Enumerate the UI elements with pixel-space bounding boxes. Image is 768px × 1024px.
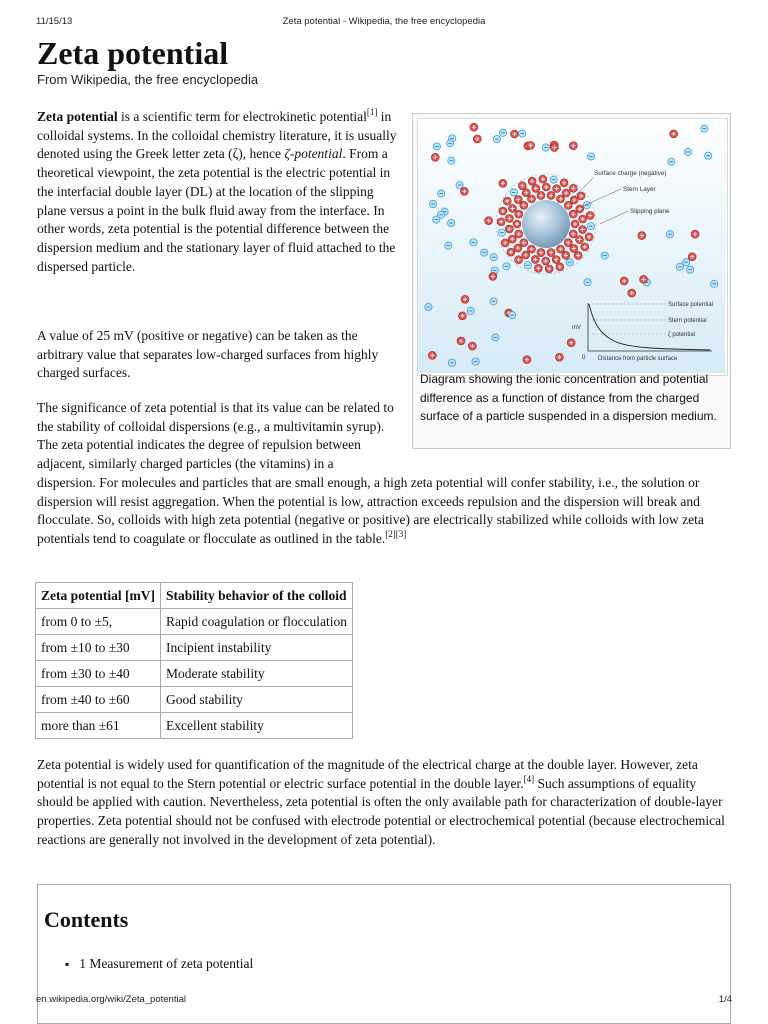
positive-ion xyxy=(470,123,478,131)
print-page-title: Zeta potential - Wikipedia, the free encyclopedia xyxy=(282,16,486,27)
negative-ion xyxy=(510,189,517,196)
positive-ion xyxy=(550,144,558,152)
positive-ion xyxy=(513,220,521,228)
table-cell: from ±30 to ±40 xyxy=(36,661,161,687)
particle xyxy=(522,200,570,248)
positive-ion xyxy=(531,255,539,263)
positive-ion xyxy=(461,295,469,303)
ref-3-link[interactable]: [3] xyxy=(395,528,407,539)
positive-ion xyxy=(570,244,578,252)
table-header-cell: Stability behavior of the colloid xyxy=(160,583,352,609)
positive-ion xyxy=(522,189,530,197)
toc-title: Contents xyxy=(44,907,129,932)
positive-ion xyxy=(569,184,577,192)
positive-ion xyxy=(499,207,507,215)
positive-ion xyxy=(505,225,513,233)
label-stern-potential: Stern potential xyxy=(668,318,707,324)
positive-ion xyxy=(457,337,465,345)
negative-ion xyxy=(472,358,479,365)
negative-ion xyxy=(666,231,673,238)
positive-ion xyxy=(688,253,696,261)
positive-ion xyxy=(628,289,636,297)
negative-ion xyxy=(519,130,526,137)
ref-4-link[interactable]: [4] xyxy=(523,773,535,784)
positive-ion xyxy=(514,196,522,204)
site-tagline: From Wikipedia, the free encyclopedia xyxy=(37,72,259,87)
positive-ion xyxy=(547,191,555,199)
positive-ion xyxy=(523,356,531,364)
positive-ion xyxy=(537,249,545,257)
table-row xyxy=(36,687,353,713)
negative-ion xyxy=(509,312,516,319)
negative-ion xyxy=(438,190,445,197)
positive-ion xyxy=(460,187,468,195)
negative-ion xyxy=(448,157,455,164)
negative-ion xyxy=(490,254,497,261)
label-stern-layer: Stern Layer xyxy=(623,186,656,193)
positive-ion xyxy=(576,205,584,213)
origin-label: 0 xyxy=(582,355,586,361)
positive-ion xyxy=(522,251,530,259)
positive-ion xyxy=(562,251,570,259)
positive-ion xyxy=(527,141,535,149)
negative-ion xyxy=(499,129,506,136)
positive-ion xyxy=(501,239,509,247)
table-row xyxy=(36,661,353,687)
negative-ion xyxy=(601,252,608,259)
positive-ion xyxy=(581,243,589,251)
negative-ion xyxy=(587,223,594,230)
term-bold: Zeta potential xyxy=(37,109,118,124)
table-cell: from ±10 to ±30 xyxy=(36,635,161,661)
positive-ion xyxy=(515,210,523,218)
positive-ion xyxy=(569,210,577,218)
negative-ion xyxy=(676,263,683,270)
positive-ion xyxy=(431,153,439,161)
positive-ion xyxy=(515,230,523,238)
negative-ion xyxy=(493,136,500,143)
positive-ion xyxy=(574,251,582,259)
positive-ion xyxy=(555,353,563,361)
negative-ion xyxy=(583,202,590,209)
positive-ion xyxy=(576,236,584,244)
negative-ion xyxy=(684,148,691,155)
negative-ion xyxy=(668,158,675,165)
toc-item[interactable]: ▪ 1 Measurement of zeta potential xyxy=(65,956,253,972)
positive-ion xyxy=(542,183,550,191)
negative-ion xyxy=(470,239,477,246)
x-axis-label: Distance from particle surface xyxy=(598,356,678,362)
positive-ion xyxy=(514,244,522,252)
negative-ion xyxy=(429,200,436,207)
positive-ion xyxy=(553,185,561,193)
positive-ion xyxy=(539,175,547,183)
negative-ion xyxy=(566,259,573,266)
positive-ion xyxy=(638,232,646,240)
positive-ion xyxy=(499,179,507,187)
positive-ion xyxy=(569,230,577,238)
positive-ion xyxy=(505,214,513,222)
negative-ion xyxy=(433,143,440,150)
negative-ion xyxy=(701,125,708,132)
positive-ion xyxy=(510,130,518,138)
positive-ion xyxy=(458,312,466,320)
negative-ion xyxy=(587,153,594,160)
negative-ion xyxy=(711,280,718,287)
positive-ion xyxy=(503,197,511,205)
positive-ion xyxy=(473,135,481,143)
print-page-number: 1/4 xyxy=(718,994,732,1005)
negative-ion xyxy=(467,307,474,314)
positive-ion xyxy=(569,142,577,150)
positive-ion xyxy=(691,230,699,238)
negative-ion xyxy=(448,219,455,226)
print-header xyxy=(36,16,732,30)
negative-ion xyxy=(425,303,432,310)
positive-ion xyxy=(537,191,545,199)
table-cell: Excellent stability xyxy=(160,713,352,739)
positive-ion xyxy=(528,177,536,185)
positive-ion xyxy=(620,277,628,285)
positive-ion xyxy=(585,233,593,241)
table-cell: from 0 to ±5, xyxy=(36,609,161,635)
table-cell: Moderate stability xyxy=(160,661,352,687)
table-cell: Incipient instability xyxy=(160,635,352,661)
label-slipping-plane: Slipping plane xyxy=(630,208,670,215)
negative-ion xyxy=(498,229,505,236)
positive-ion xyxy=(586,211,594,219)
positive-ion xyxy=(532,184,540,192)
intro-paragraph-3: The significance of zeta potential is that its value can be related to the stability of colloidal dispersions (e.g., a multivitamin syrup). The zeta potential indicates the degree of repulsion between adjacent, similarly charged particles (the vitamins) in a dispersion. For molecules and particles that are small enough, a high zeta potential will confer stability, i.e., the solution or dispersion will resist aggregation. When the potential is low, attraction exceeds repulsion and the dispersion will break and flocculate. So, colloids with high zeta potential (negative or positive) are electrically stabilized while colloids with low zeta potentials tend to coagulate or flocculate as outlined in the table.[2][3] xyxy=(37,400,704,546)
positive-ion xyxy=(508,204,516,212)
positive-ion xyxy=(542,257,550,265)
table-row xyxy=(36,635,353,661)
positive-ion xyxy=(515,256,523,264)
page-title: Zeta potential xyxy=(37,35,229,71)
y-axis-label: mV xyxy=(572,325,581,331)
negative-ion xyxy=(542,144,549,151)
negative-ion xyxy=(705,152,712,159)
positive-ion xyxy=(552,256,560,264)
print-footer xyxy=(36,994,732,1008)
positive-ion xyxy=(579,226,587,234)
negative-ion xyxy=(683,259,690,266)
negative-ion xyxy=(447,140,454,147)
intro-paragraph-1: Zeta potential is a scientific term for electrokinetic potential[1] in colloidal systems. In the colloidal chemistry literature, it is usually denoted using the Greek letter zeta (ζ), hence ζ-potential. From a theoretical viewpoint, the zeta potential is the electric potential in the interfacial double layer (DL) at the location of the slipping plane versus a point in the bulk fluid away from the interface. In other words, zeta potential is the potential difference between the dispersion medium and the stationary layer of fluid attached to the dispersed particle. xyxy=(37,107,397,274)
figure-thumbnail xyxy=(412,113,731,449)
ref-1-link[interactable]: [1] xyxy=(366,107,378,117)
after-table-paragraph: Zeta potential is widely used for quantification of the magnitude of the electrical charge at the double layer. However, zeta potential is not equal to the Stern potential or electric surface potential in the double layer.[4] Such assumptions of equality should be applied with caution. Nevertheless, zeta potential is often the only available path for characterization of double-layer properties. Zeta potential should not be confused with electrode potential or electrochemical potential (because electrochemical reactions are generally not involved in the development of zeta potential). xyxy=(37,757,725,847)
print-url: en.wikipedia.org/wiki/Zeta_potential xyxy=(36,994,186,1005)
positive-ion xyxy=(534,264,542,272)
table-row xyxy=(36,713,353,739)
table-row xyxy=(36,609,353,635)
positive-ion xyxy=(489,272,497,280)
positive-ion xyxy=(468,342,476,350)
positive-ion xyxy=(579,215,587,223)
positive-ion xyxy=(577,192,585,200)
ref-2-link[interactable]: [2] xyxy=(385,528,396,539)
negative-ion xyxy=(687,266,694,273)
intro-paragraph-2: A value of 25 mV (positive or negative) can be taken as the arbitrary value that separates low-charged surfaces from highly charged surfaces. xyxy=(37,328,379,381)
negative-ion xyxy=(433,216,440,223)
negative-ion xyxy=(503,263,510,270)
negative-ion xyxy=(524,262,531,269)
negative-ion xyxy=(456,181,463,188)
positive-ion xyxy=(562,189,570,197)
toc-list xyxy=(65,956,253,972)
positive-ion xyxy=(556,263,564,271)
table-cell: Good stability xyxy=(160,687,352,713)
table-header-cell: Zeta potential [mV] xyxy=(36,583,161,609)
stability-table xyxy=(35,582,353,739)
positive-ion xyxy=(508,235,516,243)
positive-ion xyxy=(639,275,647,283)
negative-ion xyxy=(445,242,452,249)
table-cell: Rapid coagulation or flocculation xyxy=(160,609,352,635)
table-cell: more than ±61 xyxy=(36,713,161,739)
positive-ion xyxy=(670,130,678,138)
label-surface-charge: Surface charge (negative) xyxy=(594,170,667,177)
label-zeta-potential: ζ potential xyxy=(668,332,695,338)
positive-ion xyxy=(545,265,553,273)
negative-ion xyxy=(481,249,488,256)
negative-ion xyxy=(448,359,455,366)
positive-ion xyxy=(485,217,493,225)
double-layer-diagram[interactable] xyxy=(417,118,728,376)
table-header-row xyxy=(36,583,353,609)
positive-ion xyxy=(567,339,575,347)
positive-ion xyxy=(560,179,568,187)
print-date: 11/15/13 xyxy=(36,16,73,27)
figure-caption: Diagram showing the ionic concentration and potential difference as a function of distance from the charged surface of a particle suspended in a dispersion medium. xyxy=(420,372,717,423)
label-surface-potential: Surface potential xyxy=(668,302,714,308)
positive-ion xyxy=(571,220,579,228)
negative-ion xyxy=(550,176,557,183)
positive-ion xyxy=(497,218,505,226)
positive-ion xyxy=(428,351,436,359)
negative-ion xyxy=(584,279,591,286)
negative-ion xyxy=(492,334,499,341)
negative-ion xyxy=(490,298,497,305)
positive-ion xyxy=(507,248,515,256)
positive-ion xyxy=(547,249,555,257)
table-cell: from ±40 to ±60 xyxy=(36,687,161,713)
positive-ion xyxy=(518,182,526,190)
